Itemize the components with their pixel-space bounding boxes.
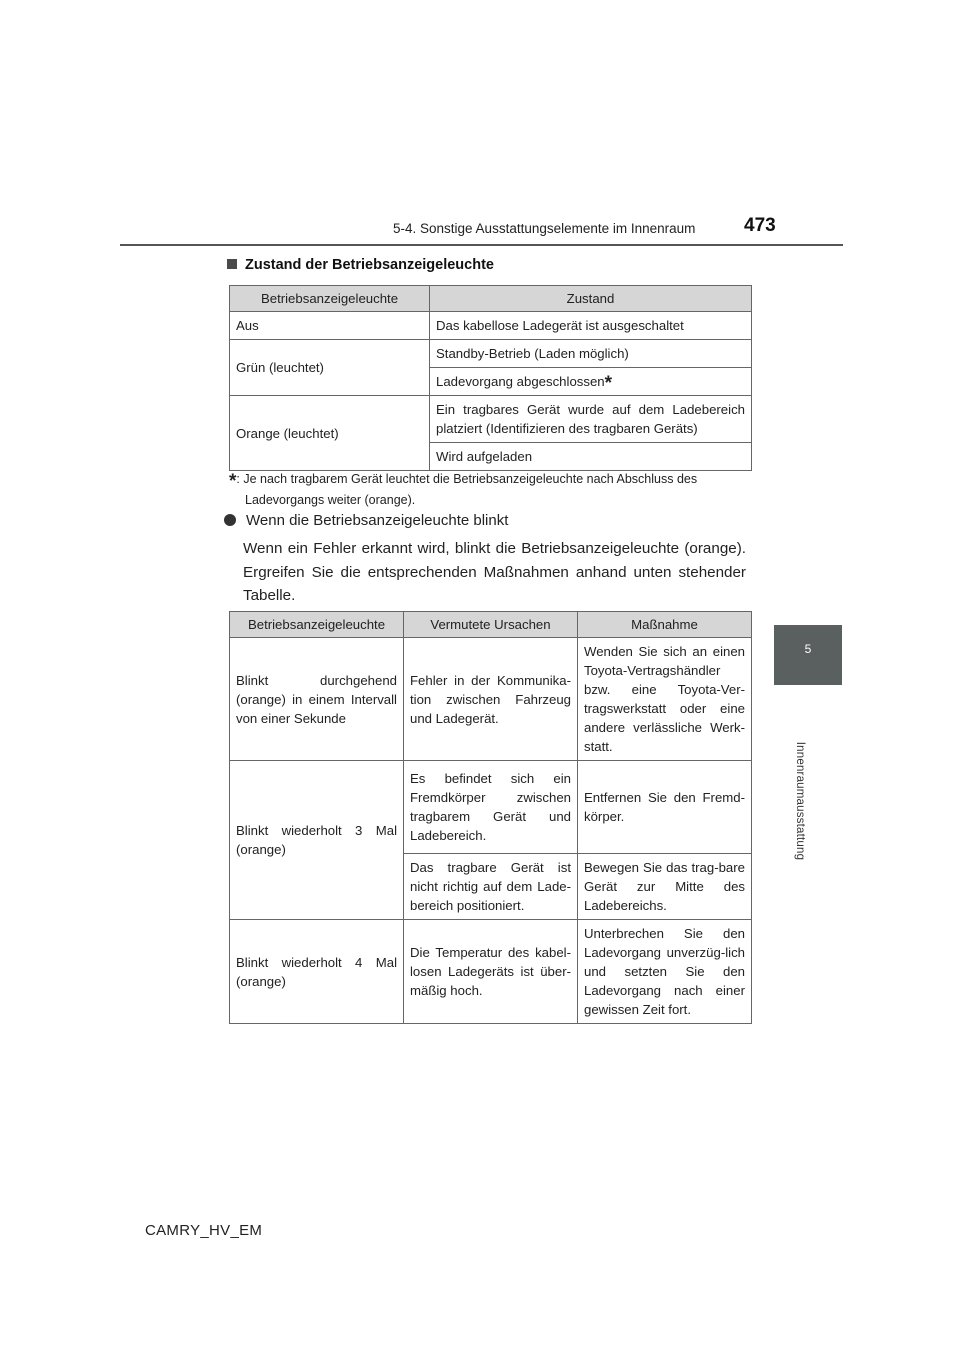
column-header: Betriebsanzeigeleuchte: [230, 286, 430, 312]
table-cell: Entfernen Sie den Fremd-körper.: [578, 761, 752, 854]
table-cell: Blinkt wiederholt 4 Mal (orange): [230, 920, 404, 1024]
column-header: Maßnahme: [578, 612, 752, 638]
table-header-row: [230, 286, 752, 312]
round-bullet-icon: [224, 514, 236, 526]
table-row: [230, 920, 752, 1024]
table-cell: Wenden Sie sich an einen Toyota-Vertragshändler bzw. eine Toyota-Ver-tragswerkstatt oder eine andere verlässliche Werk-statt.: [578, 638, 752, 761]
column-header: Zustand: [430, 286, 752, 312]
column-header: Betriebsanzeigeleuchte: [230, 612, 404, 638]
table-cell: Es befindet sich ein Fremdkörper zwischen tragbarem Gerät und Ladebereich.: [404, 761, 578, 854]
table-cell: Orange (leuchtet): [230, 396, 430, 471]
blink-body-text: Wenn ein Fehler erkannt wird, blinkt die Betriebsanzeigeleuchte (orange). Ergreifen Sie die entsprechenden Maßnahmen anhand unten stehender Tabelle.: [243, 540, 746, 604]
footnote-line2: Ladevorgangs weiter (orange).: [245, 493, 416, 507]
chapter-side-title: Innenraumausstattung: [794, 741, 806, 861]
table-cell: Fehler in der Kommunika-tion zwischen Fahrzeug und Ladegerät.: [404, 638, 578, 761]
table-cell: Das kabellose Ladegerät ist ausgeschaltet: [430, 312, 752, 340]
square-bullet-icon: [227, 259, 237, 269]
header-rule: [120, 244, 843, 246]
table-header-row: [230, 612, 752, 638]
troubleshooting-table: [229, 611, 752, 1024]
table-row: [230, 396, 752, 443]
table-row: [230, 340, 752, 368]
footnote: [229, 470, 749, 510]
table-cell: Wird aufgeladen: [430, 443, 752, 471]
table-cell: Unterbrechen Sie den Ladevorgang unverzüg-lich und setzten Sie den Ladevorgang nach einer gewissen Zeit fort.: [578, 920, 752, 1024]
table-cell: Aus: [230, 312, 430, 340]
header-section-title: 5-4. Sonstige Ausstattungselemente im Innenraum: [393, 221, 696, 236]
footnote-line1: : Je nach tragbarem Gerät leuchtet die Betriebsanzeigeleuchte nach Abschluss des: [236, 472, 698, 486]
table-cell: Standby-Betrieb (Laden möglich): [430, 340, 752, 368]
footnote-marker: *: [604, 373, 613, 394]
table-cell: [430, 368, 752, 396]
table-cell: Das tragbare Gerät ist nicht richtig auf dem Lade-bereich positioniert.: [404, 854, 578, 920]
table-row: [230, 761, 752, 854]
document-code: CAMRY_HV_EM: [145, 1222, 263, 1239]
column-header: Vermutete Ursachen: [404, 612, 578, 638]
table-cell: Ein tragbares Gerät wurde auf dem Ladebereich platziert (Identifizieren des tragbaren Geräts): [430, 396, 752, 443]
table-cell: Grün (leuchtet): [230, 340, 430, 396]
status-table: [229, 285, 752, 471]
page-number: 473: [744, 215, 776, 236]
cell-text: Ladevorgang abgeschlossen: [436, 374, 605, 389]
footnote-mark: *: [229, 471, 237, 492]
section-heading: [227, 257, 494, 273]
blink-heading-text: Wenn die Betriebsanzeigeleuchte blinkt: [246, 512, 509, 529]
table-row: [230, 638, 752, 761]
table-cell: Blinkt durchgehend (orange) in einem Intervall von einer Sekunde: [230, 638, 404, 761]
table-cell: Die Temperatur des kabel-losen Ladegeräts ist über-mäßig hoch.: [404, 920, 578, 1024]
chapter-tab: 5: [774, 625, 842, 685]
table-cell: Bewegen Sie das trag-bare Gerät zur Mitte des Ladebereichs.: [578, 854, 752, 920]
blink-heading: [224, 512, 508, 529]
table-cell: Blinkt wiederholt 3 Mal (orange): [230, 761, 404, 920]
section-heading-text: Zustand der Betriebsanzeigeleuchte: [245, 257, 494, 273]
table-row: [230, 312, 752, 340]
